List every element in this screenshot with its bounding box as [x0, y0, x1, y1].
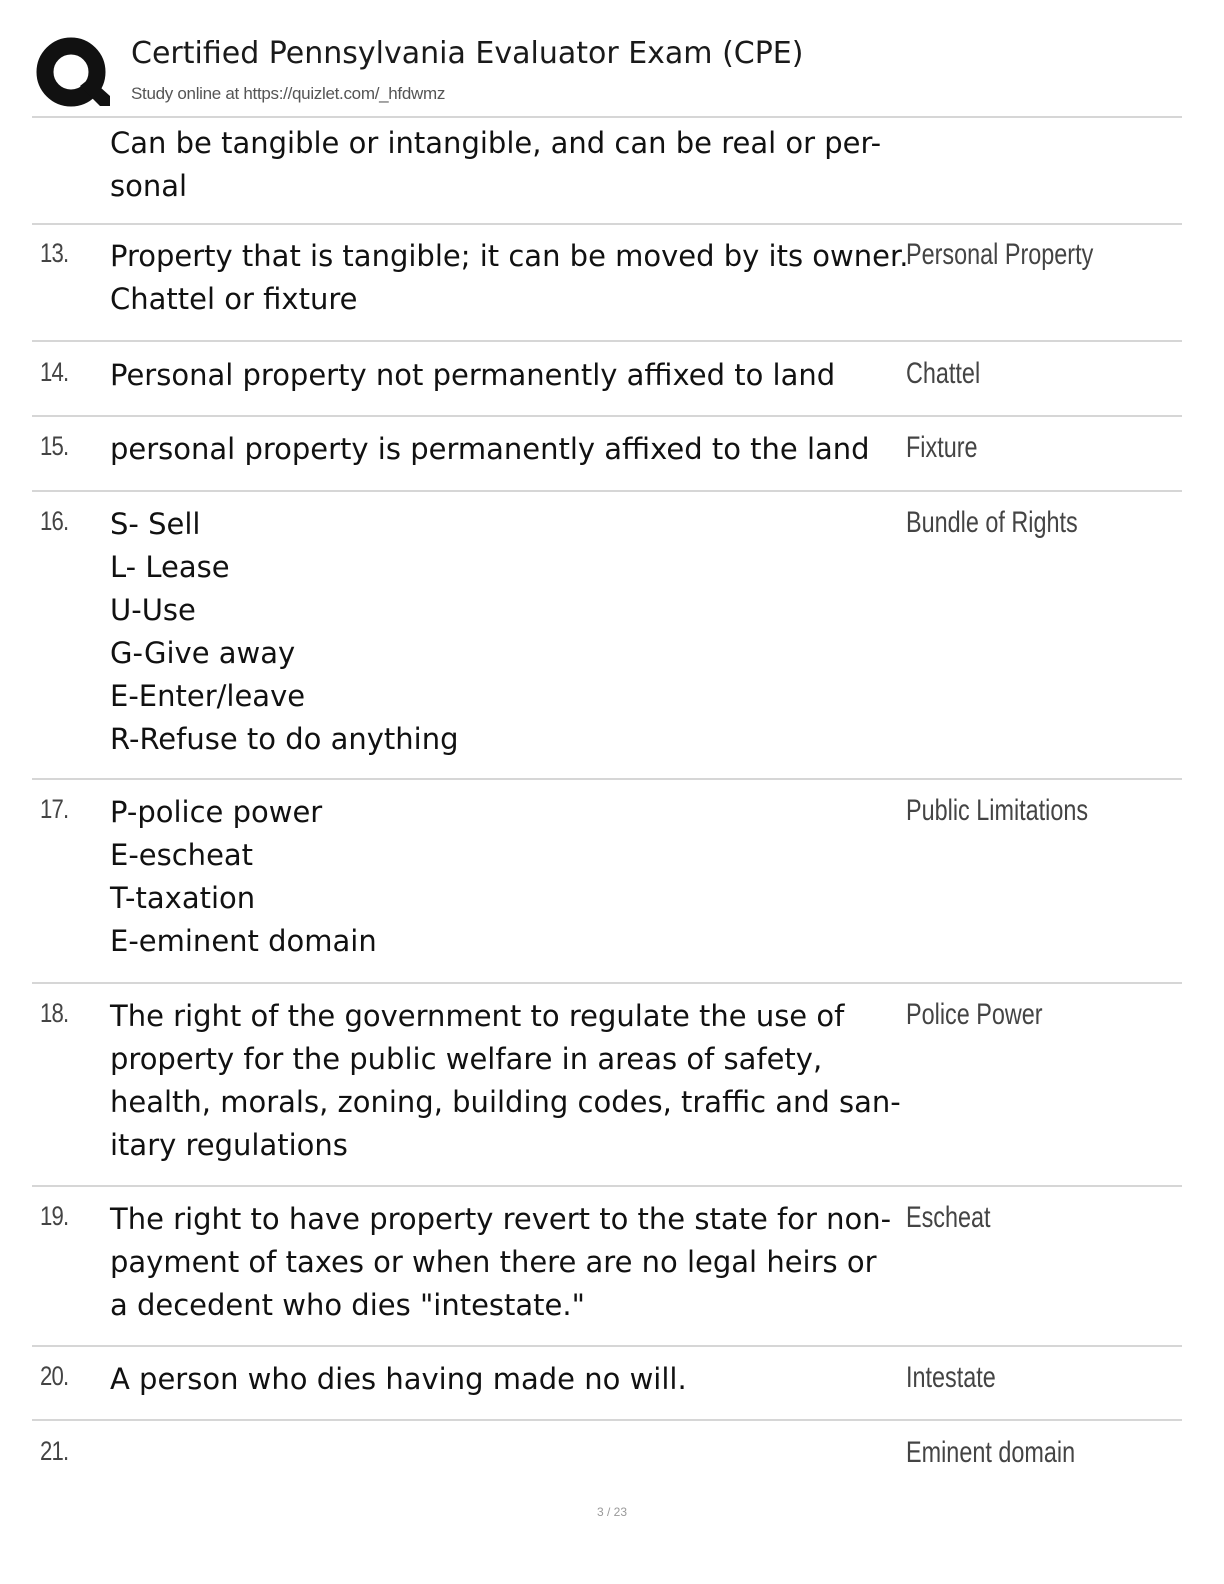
- divider: [32, 1345, 1182, 1347]
- document-title: Certified Pennsylvania Evaluator Exam (CPE): [131, 36, 804, 71]
- term-text: P-police power E-escheat T-taxation E-eminent domain: [110, 795, 377, 958]
- term-text: S- Sell L- Lease U-Use G-Give away E-Enter/leave R-Refuse to do anything: [110, 507, 459, 756]
- study-online-link[interactable]: Study online at https://quizlet.com/_hfdwmz: [131, 84, 446, 103]
- card-number: 13.: [40, 238, 69, 268]
- definition-text: Fixture: [906, 431, 978, 464]
- term-text: The right to have property revert to the state for non- payment of taxes or when there are no legal heirs or a decedent who dies "intestate.": [110, 1202, 892, 1322]
- definition-text: Personal Property: [906, 238, 1094, 271]
- term-text: A person who dies having made no will.: [110, 1362, 687, 1396]
- card-number: 19.: [40, 1201, 69, 1231]
- divider: [32, 340, 1182, 342]
- definition-text: Intestate: [906, 1361, 996, 1394]
- card-number: 18.: [40, 998, 69, 1028]
- page-number: 3 / 23: [596, 1505, 628, 1519]
- term-text: Can be tangible or intangible, and can be real or per- sonal: [110, 126, 882, 203]
- page-header: [32, 30, 1182, 114]
- divider: [32, 415, 1182, 417]
- divider: [32, 1185, 1182, 1187]
- card-number: 16.: [40, 506, 69, 536]
- definition-text: Bundle of Rights: [906, 506, 1078, 539]
- quizlet-logo-icon: [34, 36, 110, 112]
- divider: [32, 490, 1182, 492]
- term-text: Personal property not permanently affixed to land: [110, 358, 836, 392]
- term-text: Property that is tangible; it can be moved by its owner. Chattel or fixture: [110, 239, 909, 316]
- divider: [32, 116, 1182, 118]
- divider: [32, 982, 1182, 984]
- card-number: 17.: [40, 794, 69, 824]
- definition-text: Escheat: [906, 1201, 991, 1234]
- term-text: personal property is permanently affixed to the land: [110, 432, 870, 466]
- definition-text: Chattel: [906, 357, 981, 390]
- divider: [32, 778, 1182, 780]
- divider: [32, 223, 1182, 225]
- definition-text: Police Power: [906, 998, 1043, 1031]
- card-number: 20.: [40, 1361, 69, 1391]
- card-number: 14.: [40, 357, 69, 387]
- definition-text: Public Limitations: [906, 794, 1089, 827]
- card-number: 15.: [40, 431, 69, 461]
- definition-text: Eminent domain: [906, 1436, 1076, 1469]
- divider: [32, 1419, 1182, 1421]
- term-text: The right of the government to regulate the use of property for the public welfare in areas of safety, health, morals, zoning, building codes, traffic and san- itary regulations: [110, 999, 901, 1162]
- card-number: 21.: [40, 1436, 69, 1466]
